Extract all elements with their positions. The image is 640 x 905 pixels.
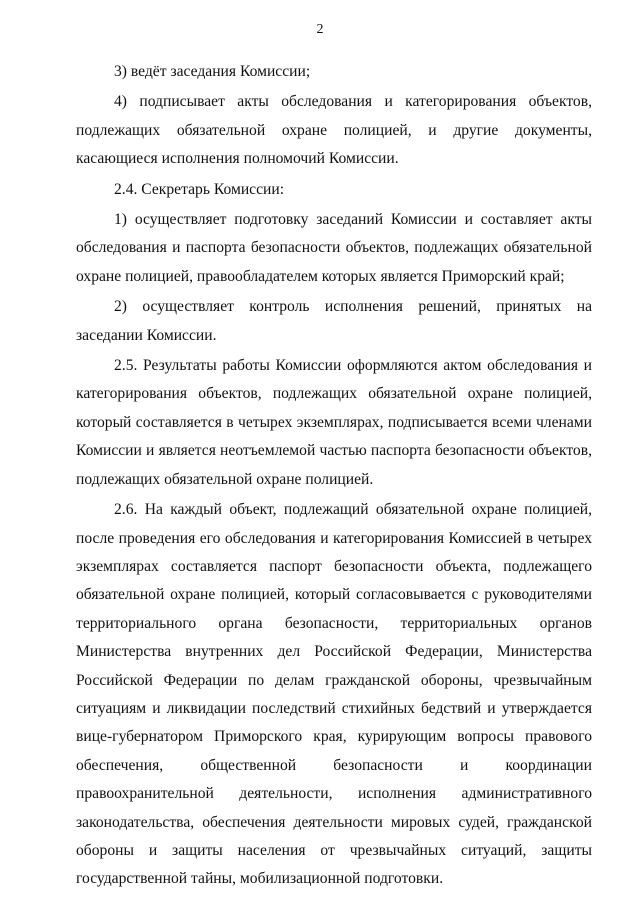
document-body xyxy=(76,58,592,894)
paragraph-4-signs-acts: 4) подписывает акты обследования и категорирования объектов, подлежащих обязательной охране полицией, и другие документы, касающиеся исполнения полномочий Комиссии. xyxy=(76,93,592,168)
page-number: 2 xyxy=(316,22,324,37)
paragraph-2-5-results: 2.5. Результаты работы Комиссии оформляются актом обследования и категорирования объектов, подлежащих обязательной охране полицией, который составляется в четырех экземплярах, подписывается всеми членами Комиссии и является неотъемлемой частью паспорта безопасности объектов, подлежащих обязательной охране полицией. xyxy=(76,357,592,488)
paragraph-3-conducts-meetings: 3) ведёт заседания Комиссии; xyxy=(114,63,311,80)
paragraph-secretary-2: 2) осуществляет контроль исполнения решений, принятых на заседании Комиссии. xyxy=(76,298,592,344)
paragraph-2-4-secretary: 2.4. Секретарь Комиссии: xyxy=(114,180,285,198)
paragraph-secretary-1: 1) осуществляет подготовку заседаний Комиссии и составляет акты обследования и паспорта безопасности объектов, подлежащих обязательной охране полицией, правообладателем которых является Приморский край; xyxy=(76,211,592,285)
paragraph-2-6-passport: 2.6. На каждый объект, подлежащий обязательной охране полицией, после проведения его обследования и категорирования Комиссией в четырех экземплярах составляется паспорт безопасности объекта, подлежащего обязательной охране полицией, который согласовывается с руководителями территориального органа безопасности, территориальных органов Министерства внутренних дел Российской Федерации, Министерства Российской Федерации по делам гражданской обороны, чрезвычайным ситуациям и ликвидации последствий стихийных бедствий и утверждается вице-губернатором Приморского края, курирующим вопросы правового обеспечения, общественной безопасности и координации правоохранительной деятельности, исполнения административного законодательства, обеспечения деятельности мировых судей, гражданской обороны и защиты населения от чрезвычайных ситуаций, защиты государственной тайны, мобилизационной подготовки. xyxy=(76,501,592,888)
